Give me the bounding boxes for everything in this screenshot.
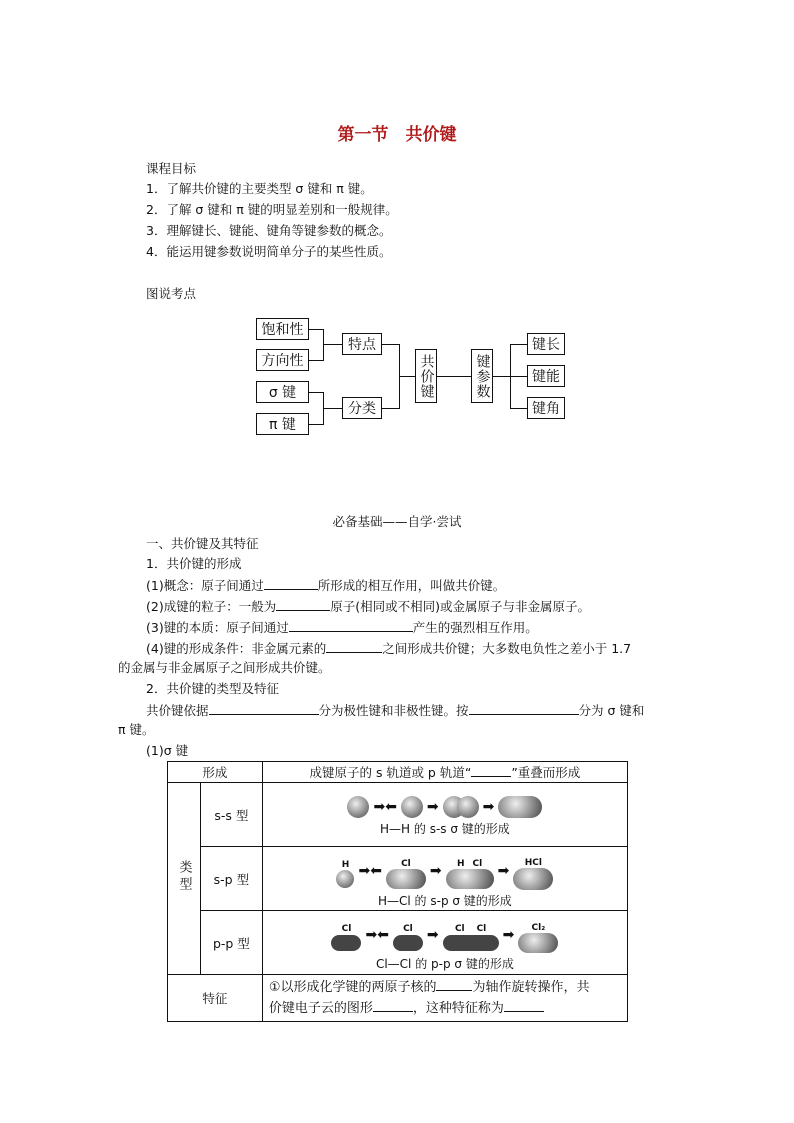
feature-c: 价键电子云的图形 bbox=[268, 1001, 373, 1016]
blank-field[interactable] bbox=[209, 701, 319, 715]
para-types-cont: π 键。 bbox=[118, 722, 155, 737]
label-cl: Cl bbox=[401, 858, 411, 869]
feature-b: 为轴作旋转操作，共 bbox=[472, 980, 590, 995]
label-cl: Cl bbox=[476, 924, 487, 935]
ss-caption: H—H 的 s-s σ 键的形成 bbox=[380, 822, 510, 836]
type-label: 类型 bbox=[176, 860, 192, 894]
box-bond-parameters-text: 键参数 bbox=[474, 353, 491, 399]
box-direction: 方向性 bbox=[256, 349, 309, 371]
h-orbital-icon bbox=[347, 796, 369, 818]
arrow-right-icon: ➡ bbox=[502, 927, 515, 943]
cl-p-orbital-icon bbox=[393, 935, 423, 951]
ss-orbital-figure bbox=[263, 796, 627, 818]
hcl-molecule-icon bbox=[513, 868, 553, 890]
blank-field[interactable] bbox=[504, 998, 544, 1012]
box-bond-parameters bbox=[471, 349, 493, 403]
box-bond-energy: 键能 bbox=[527, 365, 565, 387]
label-h: H bbox=[457, 858, 465, 869]
arrow-right-icon: ➡ bbox=[373, 799, 386, 815]
cl-orbital-icon bbox=[386, 869, 426, 889]
table-head-description bbox=[262, 762, 627, 783]
feature-a: ①以形成化学键的两原子核的 bbox=[268, 980, 437, 995]
blank-field[interactable] bbox=[373, 998, 413, 1012]
para-types bbox=[146, 701, 644, 720]
box-covalent-bond-text: 共价键 bbox=[418, 353, 435, 399]
box-covalent-bond bbox=[415, 349, 437, 403]
type-sp: s-p 型 bbox=[200, 847, 262, 911]
goal-item: 2．了解 σ 键和 π 键的明显差别和一般规律。 bbox=[146, 202, 398, 217]
h-orbital-icon bbox=[401, 796, 423, 818]
arrow-left-icon: ⬅ bbox=[377, 927, 389, 943]
sigma-bond-table bbox=[167, 761, 628, 1022]
feature-cell bbox=[262, 975, 627, 1022]
box-features: 特点 bbox=[342, 333, 382, 355]
pp-caption: Cl—Cl 的 p-p σ 键的形成 bbox=[375, 956, 514, 971]
para-essence-a: (3)键的本质：原子间通过 bbox=[146, 620, 289, 635]
label-cl: Cl bbox=[403, 924, 413, 935]
section-header: 必备基础——自学·尝试 bbox=[332, 514, 462, 529]
type-label-cell bbox=[168, 783, 201, 975]
arrow-right-icon: ➡ bbox=[429, 863, 442, 879]
para-particles-a: (2)成键的粒子：一般为 bbox=[146, 599, 277, 614]
table-head-desc-a: 成键原子的 s 轨道或 p 轨道“ bbox=[309, 765, 472, 780]
table-row bbox=[168, 911, 628, 975]
blank-field[interactable] bbox=[289, 618, 413, 632]
cl-p-orbital-icon bbox=[331, 935, 361, 951]
arrow-left-icon: ⬅ bbox=[370, 863, 382, 879]
ss-figure-cell bbox=[262, 783, 627, 847]
arrow-right-icon: ➡ bbox=[358, 863, 371, 879]
para-particles-b: 原子(相同或不相同)或金属原子与非金属原子。 bbox=[330, 599, 590, 614]
para-types-a: 共价键依据 bbox=[146, 703, 209, 718]
heading-1: 一、共价键及其特征 bbox=[146, 536, 259, 551]
table-head-desc-b: ”重叠而形成 bbox=[511, 765, 581, 780]
sub-heading-sigma: (1)σ 键 bbox=[146, 743, 189, 758]
arrow-right-icon: ➡ bbox=[426, 799, 439, 815]
blank-field[interactable] bbox=[276, 597, 330, 611]
table-row bbox=[168, 783, 628, 847]
box-saturation: 饱和性 bbox=[256, 318, 309, 340]
para-concept bbox=[146, 576, 505, 595]
type-pp: p-p 型 bbox=[200, 911, 262, 975]
arrow-right-icon: ➡ bbox=[426, 927, 439, 943]
page-title: 第一节 共价键 bbox=[337, 125, 457, 145]
label-h: H bbox=[341, 859, 350, 870]
para-essence-b: 产生的强烈相互作用。 bbox=[412, 620, 538, 635]
arrow-left-icon: ⬅ bbox=[385, 799, 397, 815]
label-cl: Cl bbox=[454, 924, 465, 935]
blank-field[interactable] bbox=[469, 701, 579, 715]
goal-item: 1．了解共价键的主要类型 σ 键和 π 键。 bbox=[146, 181, 373, 196]
table-feature-row bbox=[168, 975, 628, 1022]
sp-orbital-figure bbox=[263, 853, 627, 890]
para-particles bbox=[146, 597, 590, 616]
box-bond-angle: 键角 bbox=[527, 397, 565, 419]
box-sigma: σ 键 bbox=[256, 381, 309, 403]
goal-item: 3．理解键长、键能、键角等键参数的概念。 bbox=[146, 223, 392, 238]
arrow-right-icon: ➡ bbox=[497, 863, 510, 879]
blank-field[interactable] bbox=[436, 977, 472, 991]
h-orbital-icon bbox=[457, 796, 479, 818]
para-concept-b: 所形成的相互作用，叫做共价键。 bbox=[317, 578, 506, 593]
feature-label: 特征 bbox=[168, 975, 263, 1022]
heading-2: 1．共价键的形成 bbox=[146, 556, 242, 571]
para-essence bbox=[146, 618, 538, 637]
blank-field[interactable] bbox=[264, 576, 318, 590]
arrow-right-icon: ➡ bbox=[482, 799, 495, 815]
para-types-c: 分为 σ 键和 bbox=[578, 703, 645, 718]
pp-figure-cell bbox=[262, 911, 627, 975]
h-orbital-icon bbox=[336, 870, 354, 888]
box-classification: 分类 bbox=[342, 397, 382, 419]
table-row bbox=[168, 847, 628, 911]
para-condition bbox=[146, 639, 631, 658]
para-condition-b: 之间形成共价键；大多数电负性之差小于 1.7 bbox=[382, 641, 632, 656]
diagram-heading: 图说考点 bbox=[146, 286, 197, 301]
para-types-b: 分为极性键和非极性键。按 bbox=[318, 703, 469, 718]
sp-figure-cell bbox=[262, 847, 627, 911]
sp-caption: H—Cl 的 s-p σ 键的形成 bbox=[378, 893, 512, 908]
goal-item: 4．能运用键参数说明简单分子的某些性质。 bbox=[146, 244, 392, 259]
box-pi: π 键 bbox=[256, 413, 309, 435]
para-condition-a: (4)键的形成条件：非金属元素的 bbox=[146, 641, 327, 656]
label-cl2: Cl₂ bbox=[531, 922, 546, 933]
para-condition-cont: 的金属与非金属原子之间形成共价键。 bbox=[118, 660, 331, 675]
heading-3: 2．共价键的类型及特征 bbox=[146, 681, 279, 696]
type-ss: s-s 型 bbox=[200, 783, 262, 847]
label-hcl: HCl bbox=[524, 857, 542, 868]
cl2-molecule-icon bbox=[518, 933, 558, 953]
feature-d: ，这种特征称为 bbox=[412, 1001, 504, 1016]
cl-cl-overlap-icon bbox=[443, 935, 499, 951]
label-cl: Cl bbox=[472, 858, 483, 869]
pp-orbital-figure bbox=[263, 918, 627, 953]
table-header-row bbox=[168, 762, 628, 783]
para-concept-a: (1)概念：原子间通过 bbox=[146, 578, 264, 593]
hcl-orbital-icon bbox=[446, 869, 494, 889]
box-bond-length: 键长 bbox=[527, 333, 565, 355]
arrow-right-icon: ➡ bbox=[365, 927, 378, 943]
blank-field[interactable] bbox=[471, 763, 511, 777]
blank-field[interactable] bbox=[326, 639, 382, 653]
table-head-formation: 形成 bbox=[168, 762, 263, 783]
goals-heading: 课程目标 bbox=[146, 161, 197, 176]
label-cl: Cl bbox=[341, 924, 352, 935]
h2-orbital-icon bbox=[498, 796, 542, 818]
